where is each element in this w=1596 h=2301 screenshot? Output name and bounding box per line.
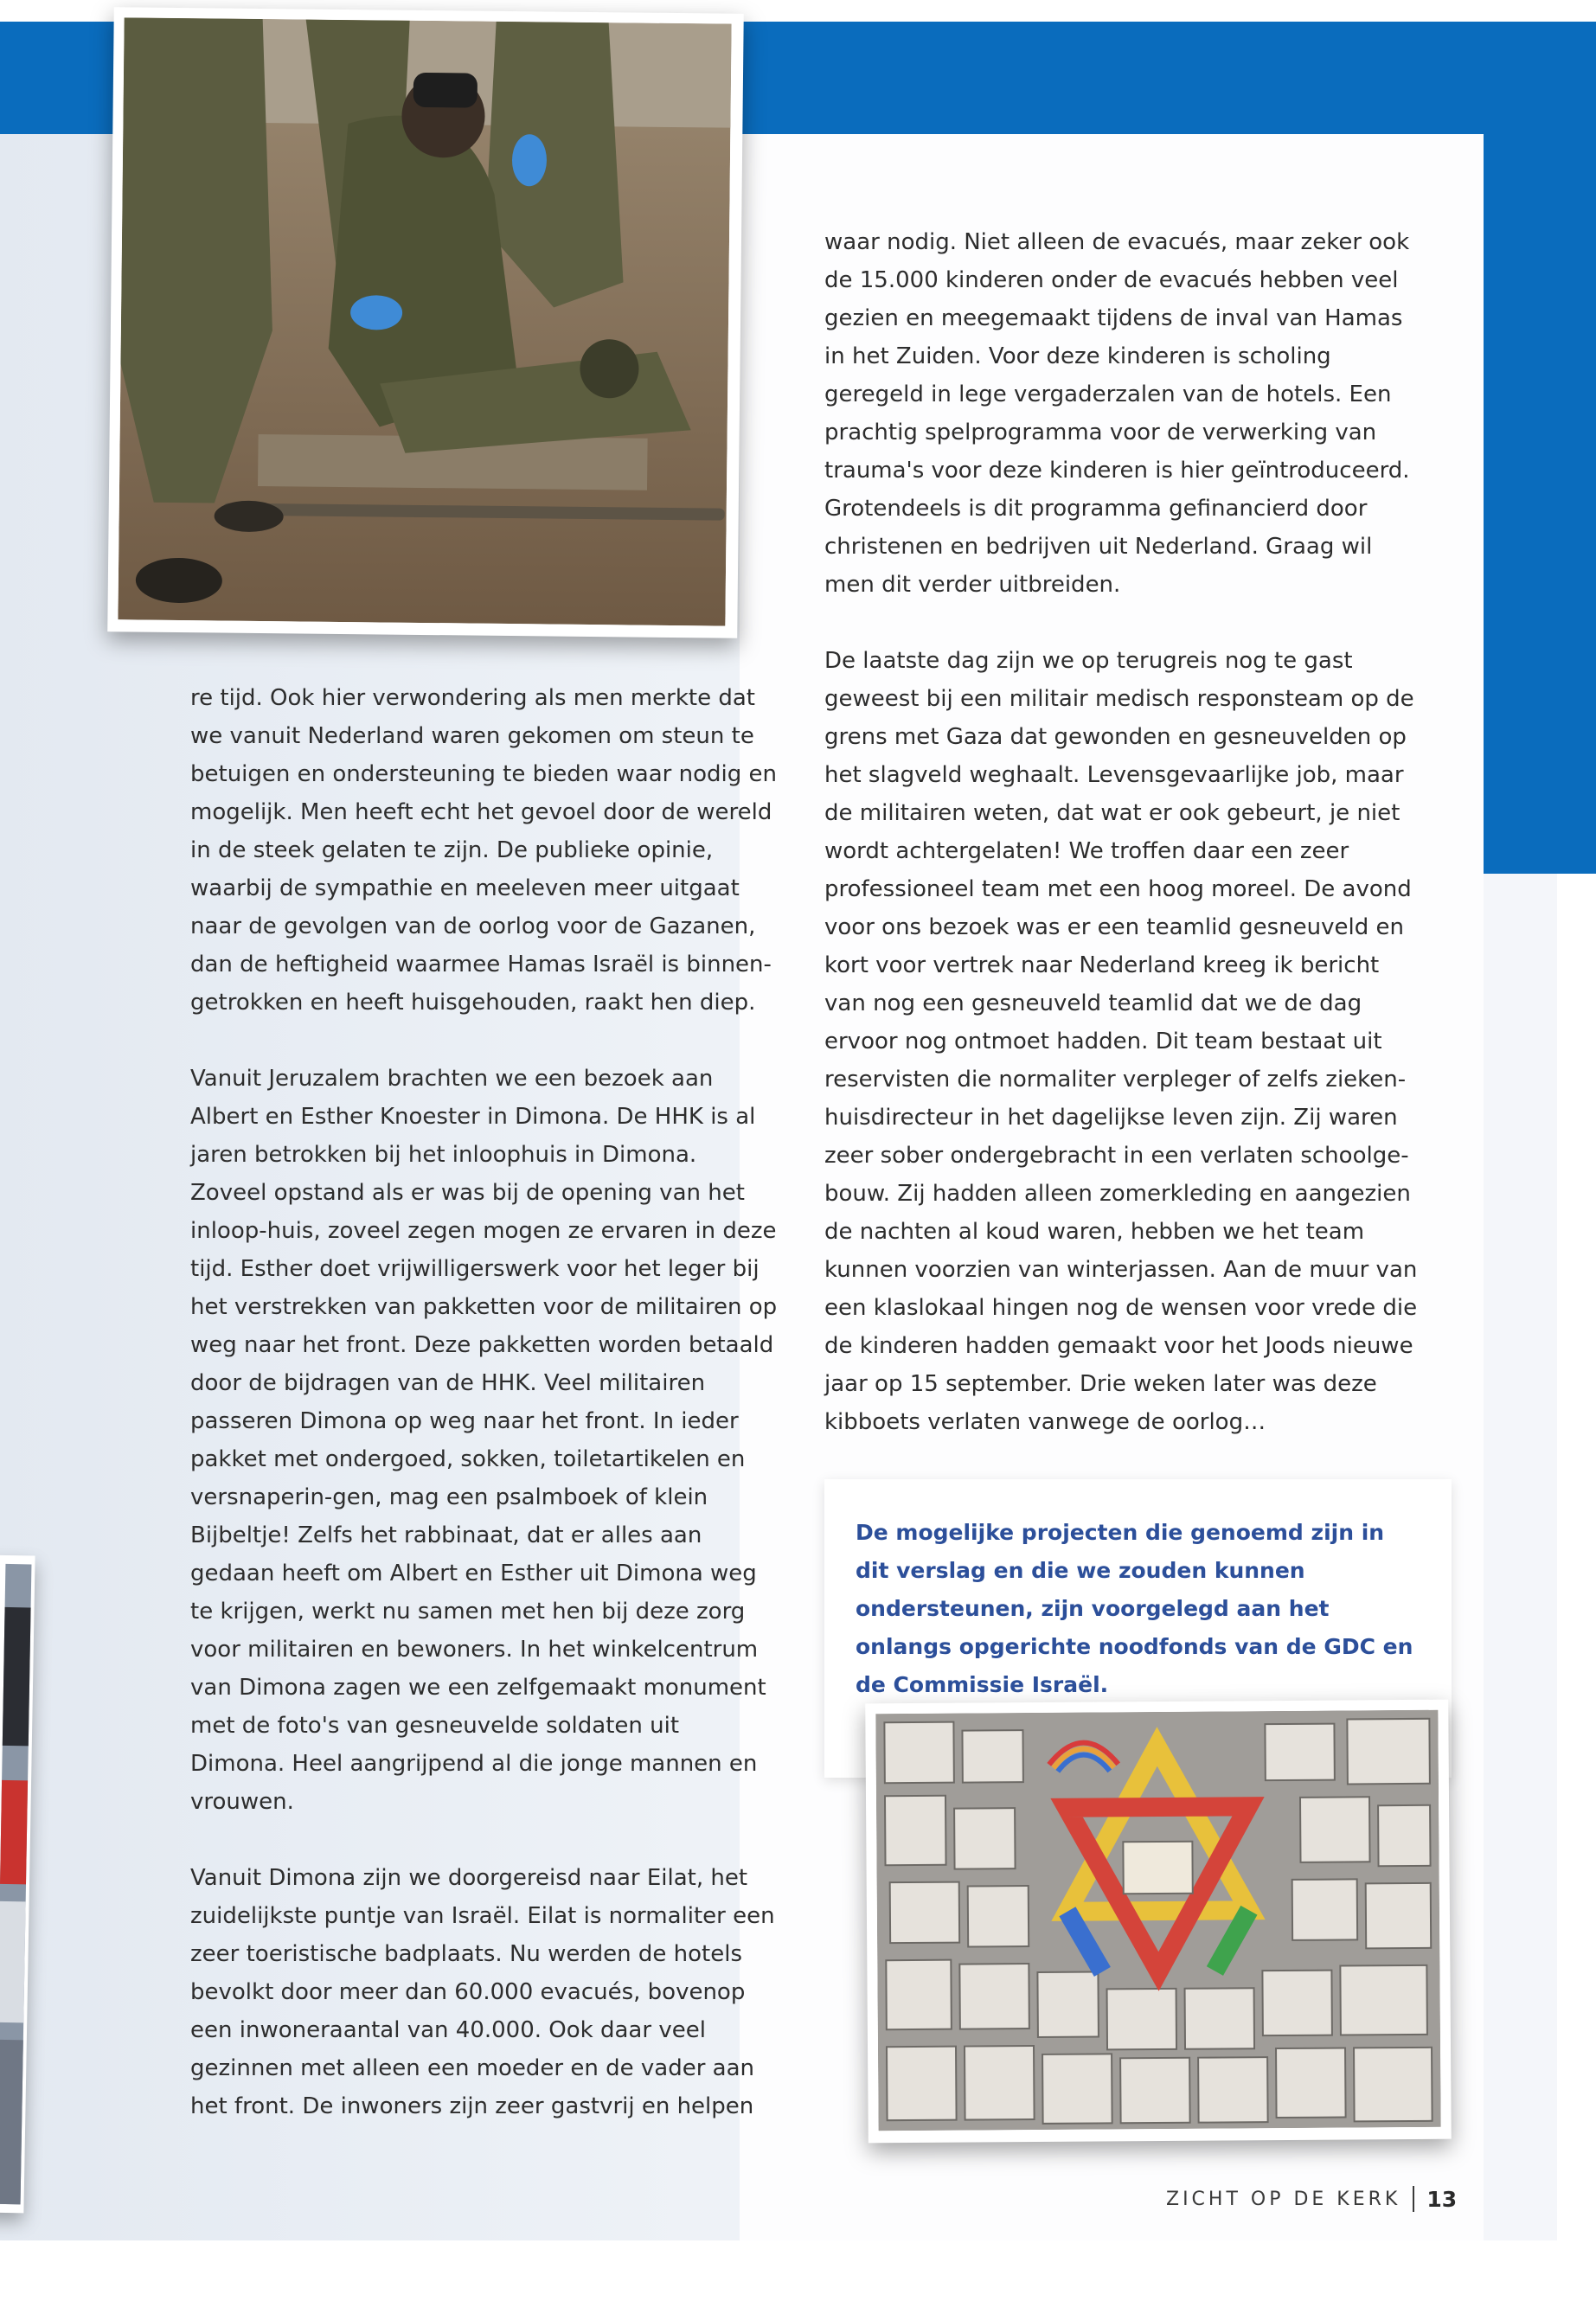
left-text-column (190, 679, 779, 2125)
childrens-drawings-photo-image (875, 1710, 1440, 2131)
footer-divider (1413, 2186, 1414, 2212)
right-paragraph-1: waar nodig. Niet alleen de evacués, maar zeker ook de 15.000 kinderen onder de evacués hebben veel gezien en meegemaakt tijdens de inval van Hamas in het Zuiden. Voor deze kinderen is scholing geregeld in lege vergaderzalen van de hotels. Een prachtig spelprogramma voor de verwerking van trauma's voor deze kinderen is hier geïntroduceerd. Grotendeels is dit programma gefinancierd door christenen en bedrijven uit Nederland. Graag wil men dit verder uitbreiden. (824, 229, 1410, 598)
right-paragraph-2: De laatste dag zijn we op terugreis nog te gast geweest bij een militair medisch responsteam op de grens met Gaza dat gewonden en gesneuvelden op het slagveld weghaalt. Levensgevaarlijke job, maar de militairen weten, dat wat er ook gebeurt, je niet wordt achtergelaten! We troffen daar een zeer professioneel team met een hoog moreel. De avond voor ons bezoek was er een teamlid gesneuveld en kort voor vertrek naar Nederland kreeg ik bericht van nog een gesneuveld teamlid dat we de dag ervoor nog ontmoet hadden. Dit team bestaat uit reservisten die normaliter verpleger of zelfs zieken-huisdirecteur in het dagelijkse leven zijn. Zij waren zeer sober ondergebracht in een verlaten schoolge-bouw. Zij hadden alleen zomerkleding en aangezien de nachten al koud waren, hebben we het team kunnen voorzien van winterjassen. Aan de muur van een klaslokaal hingen nog de wensen voor vrede die de kinderen hadden gemaakt voor het Joods nieuwe jaar op 15 september. Drie weken later was deze kibboets verlaten vanwege de oorlog… (824, 648, 1418, 1435)
page-footer (1166, 2184, 1457, 2214)
publication-name: ZICHT OP DE KERK (1166, 2188, 1401, 2210)
childrens-drawings-photo (865, 1700, 1452, 2144)
page-number: 13 (1426, 2186, 1458, 2212)
left-paragraph-1: re tijd. Ook hier verwondering als men merkte dat we vanuit Nederland waren gekomen om steun te betuigen en ondersteuning te bieden waar nodig en mogelijk. Men heeft echt het gevoel door de wereld in de steek gelaten te zijn. De publieke opinie, waarbij de sympathie en meeleven meer uitgaat naar de gevolgen van de oorlog voor de Gazanen, dan de heftigheid waarmee Hamas Israël is binnen-getrokken en heeft huisgehouden, raakt hen diep. (190, 685, 777, 1016)
soldiers-photo-image (118, 17, 731, 625)
soldiers-photo (107, 7, 744, 638)
left-paragraph-2: Vanuit Jeruzalem brachten we een bezoek aan Albert en Esther Knoester in Dimona. De HHK is al jaren betrokken bij het inloophuis in Dimona. Zoveel opstand als er was bij de opening van het inloop-huis, zoveel zegen mogen ze ervaren in deze tijd. Esther doet vrijwilligerswerk voor het leger bij het verstrekken van pakketten voor de militairen op weg naar het front. Deze pakketten worden betaald door de bijdragen van de HHK. Veel militairen passeren Dimona op weg naar het front. In ieder pakket met ondergoed, sokken, toiletartikelen en versnaperin-gen, mag een psalmboek of klein Bijbeltje! Zelfs het rabbinaat, dat er alles aan gedaan heeft om Albert en Esther uit Dimona weg te krijgen, werkt nu samen met hen bij deze zorg voor militairen en bewoners. In het winkelcentrum van Dimona zagen we een zelfgemaakt monument met de foto's van gesneuvelde soldaten uit Dimona. Heel aangrijpend al die jonge mannen en vrouwen. (190, 1066, 778, 1815)
right-blue-bar (1483, 22, 1596, 874)
left-paragraph-3: Vanuit Dimona zijn we doorgereisd naar Eilat, het zuidelijkste puntje van Israël. Eilat is normaliter een zeer toeristische badplaats. Nu werden de hotels bevolkt door meer dan 60.000 evacués, bovenop een inwoneraantal van 40.000. Ook daar veel gezinnen met alleen een moeder en de vader aan het front. De inwoners zijn zeer gastvrij en helpen (190, 1865, 775, 2119)
callout-text: De mogelijke projecten die genoemd zijn in dit verslag en die we zouden kunnen ondersteunen, zijn voorgelegd aan het onlangs opgerichte noodfonds van de GDC en de Commissie Israël. (856, 1520, 1413, 1697)
right-text-column (824, 223, 1421, 1441)
